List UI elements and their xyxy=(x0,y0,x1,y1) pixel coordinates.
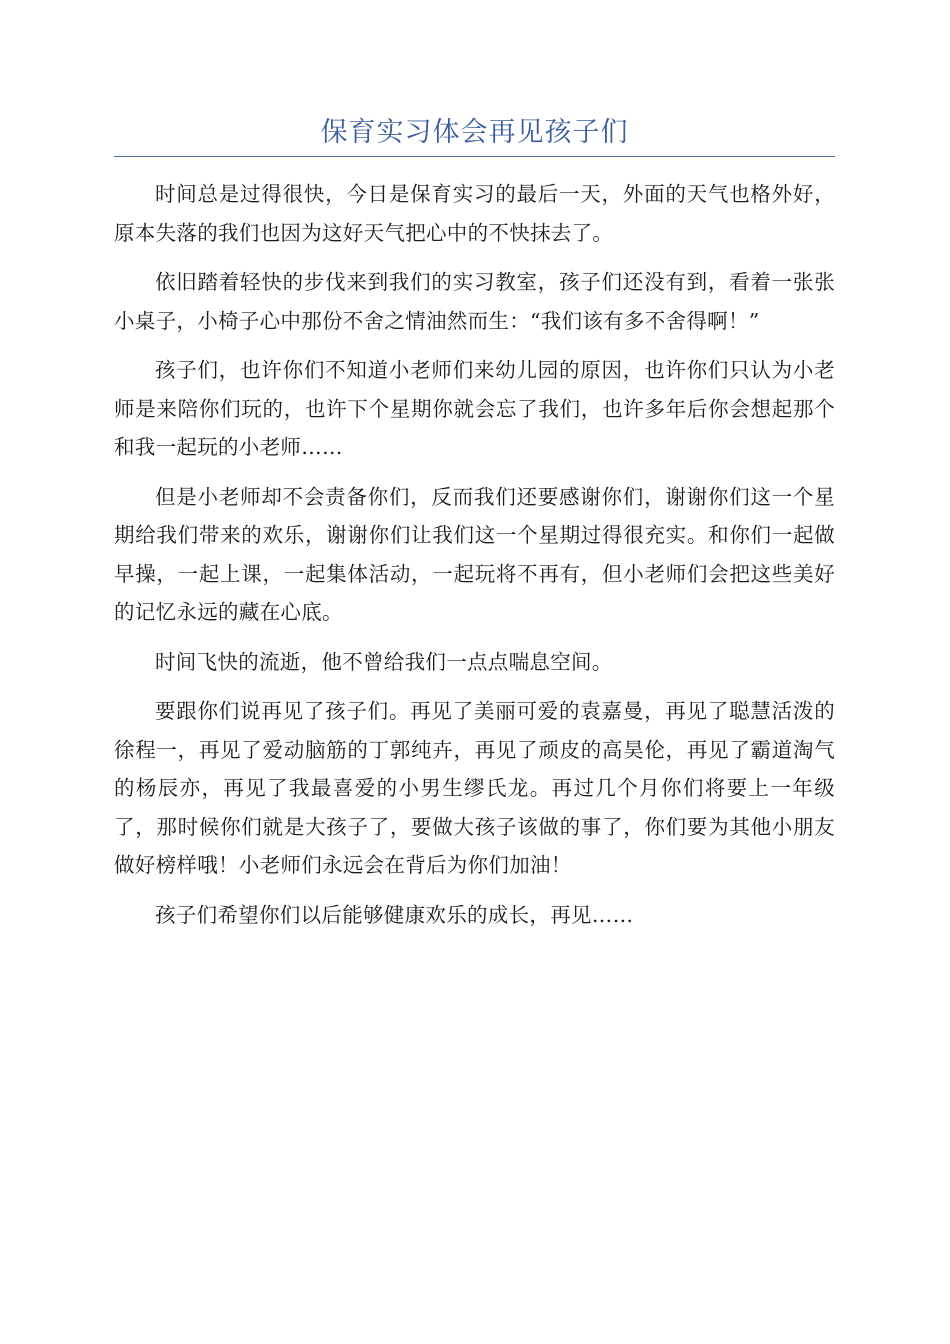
page-title: 保育实习体会再见孩子们 xyxy=(320,117,629,148)
paragraph-3: 孩子们，也许你们不知道小老师们来幼儿园的原因，也许你们只认为小老师是来陪你们玩的，也许下个星期你就会忘了我们，也许多年后你会想起那个和我一起玩的小老师…… xyxy=(114,358,835,459)
paragraph-5: 时间飞快的流逝，他不曾给我们一点点喘息空间。 xyxy=(155,649,613,674)
paragraph-4: 但是小老师却不会责备你们，反而我们还要感谢你们，谢谢你们这一个星期给我们带来的欢乐，谢谢你们让我们这一个星期过得很充实。和你们一起做早操，一起上课，一起集体活动，一起玩将不再有，但小老师们会把这些美好的记忆永远的藏在心底。 xyxy=(114,484,835,624)
document-body xyxy=(114,175,835,945)
title-block xyxy=(114,110,835,157)
paragraph-1: 时间总是过得很快，今日是保育实习的最后一天，外面的天气也格外好，原本失落的我们也因为这好天气把心中的不快抹去了。 xyxy=(114,182,835,245)
paragraph-7: 孩子们希望你们以后能够健康欢乐的成长，再见…… xyxy=(155,902,634,927)
paragraph-6: 要跟你们说再见了孩子们。再见了美丽可爱的袁嘉曼，再见了聪慧活泼的徐程一，再见了爱动脑筋的丁郭纯卉，再见了顽皮的高昊伦，再见了霸道淘气的杨辰亦，再见了我最喜爱的小男生缪氏龙。再过几个月你们将要上一年级了，那时候你们就是大孩子了，要做大孩子该做的事了，你们要为其他小朋友做好榜样哦！小老师们永远会在背后为你们加油！ xyxy=(114,699,835,877)
paragraph-2: 依旧踏着轻快的步伐来到我们的实习教室，孩子们还没有到，看着一张张小桌子，小椅子心中那份不舍之情油然而生：“我们该有多不舍得啊！” xyxy=(114,270,835,333)
